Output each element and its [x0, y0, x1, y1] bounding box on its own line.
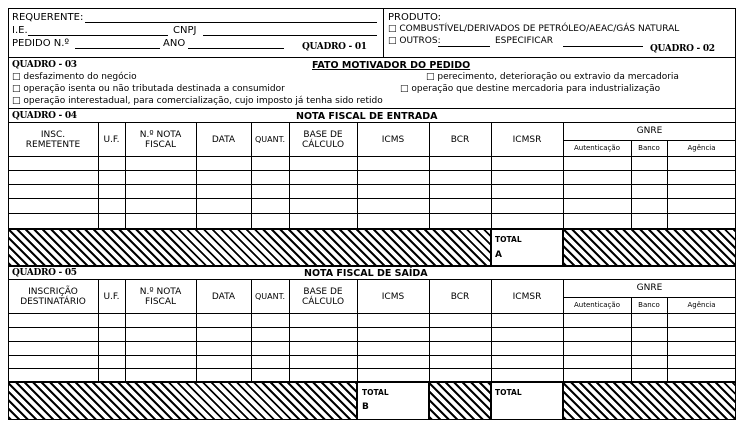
quadro-03-label: QUADRO - 03 — [12, 60, 77, 70]
gnre-column-divider — [667, 297, 668, 382]
col-uf: U.F. — [103, 291, 120, 302]
column-divider — [98, 280, 99, 382]
quadro-01-label: QUADRO - 01 — [302, 42, 367, 52]
saida-title: NOTA FISCAL DE SAÍDA — [304, 268, 428, 279]
ie-field[interactable] — [28, 35, 168, 36]
col-icms: ICMS — [381, 291, 405, 302]
col-bcr: BCR — [450, 291, 470, 302]
option-combustivel[interactable]: □ COMBUSTÍVEL/DERIVADOS DE PETRÓLEO/AEAC/GÁS NATURAL — [388, 24, 680, 34]
col-base-calculo: BASE DE CÁLCULO — [301, 129, 345, 150]
entrada-row-line — [8, 213, 736, 214]
ano-field[interactable] — [188, 48, 284, 49]
col-quant: QUANT. — [254, 134, 286, 144]
saida-row-line — [8, 327, 736, 328]
col-nota-fiscal: N.º NOTA FISCAL — [139, 129, 182, 150]
motivo-option[interactable]: □ desfazimento do negócio — [12, 72, 137, 82]
top-divider — [383, 8, 384, 57]
col-inscricao-destinatario: INSCRIÇÃO DESTINATÁRIO — [20, 286, 86, 307]
especificar-field[interactable] — [563, 46, 643, 47]
entrada-hatch-right — [563, 229, 736, 266]
col-agencia: Agência — [687, 301, 716, 309]
col-icmsr: ICMSR — [512, 134, 542, 145]
col-autenticacao: Autenticação — [574, 144, 620, 152]
gnre-column-divider — [631, 297, 632, 382]
entrada-row-line — [8, 184, 736, 185]
quadro-05-label: QUADRO - 05 — [12, 268, 77, 278]
top-bottom-line — [8, 57, 736, 58]
col-data: DATA — [211, 134, 236, 145]
ano-label: ANO — [163, 38, 186, 49]
col-quant: QUANT. — [254, 291, 286, 301]
saida-hatch-middle — [429, 382, 491, 420]
produto-label: PRODUTO: — [388, 12, 442, 23]
entrada-row-line — [8, 170, 736, 171]
col-bcr: BCR — [450, 134, 470, 145]
cnpj-label: CNPJ — [173, 25, 197, 36]
col-insc-remetente: INSC. REMETENTE — [25, 129, 81, 150]
saida-row-line — [8, 368, 736, 369]
col-gnre: GNRE — [636, 283, 663, 293]
especificar-label: ESPECIFICAR — [495, 36, 553, 46]
col-icmsr: ICMSR — [512, 291, 542, 302]
column-divider — [196, 280, 197, 382]
col-banco: Banco — [638, 301, 660, 309]
column-divider — [563, 280, 564, 382]
col-agencia: Agência — [687, 144, 716, 152]
outros-field[interactable] — [438, 46, 490, 47]
motivo-option[interactable]: □ operação isenta ou não tributada destinada a consumidor — [12, 84, 285, 94]
saida-row-line — [8, 341, 736, 342]
gnre-sub-line — [563, 297, 736, 298]
motivo-option[interactable]: □ perecimento, deterioração ou extravio da mercadoria — [426, 72, 679, 82]
requerente-field[interactable] — [85, 22, 377, 23]
col-nota-fiscal: N.º NOTA FISCAL — [139, 286, 182, 307]
column-divider — [125, 280, 126, 382]
quadro-02-label: QUADRO - 02 — [650, 44, 715, 54]
entrada-bottom-line — [8, 266, 736, 267]
saida-row-line — [8, 355, 736, 356]
option-outros[interactable]: □ OUTROS: — [388, 36, 441, 46]
saida-total-label: TOTAL — [362, 388, 389, 397]
col-icms: ICMS — [381, 134, 405, 145]
saida-total-letter: B — [362, 402, 369, 412]
col-data: DATA — [211, 291, 236, 302]
entrada-row-line — [8, 198, 736, 199]
motivo-title: FATO MOTIVADOR DO PEDIDO — [312, 60, 471, 71]
column-divider — [429, 280, 430, 382]
cnpj-field[interactable] — [203, 35, 377, 36]
pedido-field[interactable] — [75, 48, 160, 49]
saida-hatch-right — [563, 382, 736, 420]
column-divider — [491, 280, 492, 382]
col-autenticacao: Autenticação — [574, 301, 620, 309]
saida-header-line — [8, 313, 736, 314]
entrada-hatch-left — [8, 229, 491, 266]
motivo-option[interactable]: □ operação que destine mercadoria para industrialização — [400, 84, 661, 94]
saida-total-label-2: TOTAL — [495, 388, 522, 397]
motivo-option[interactable]: □ operação interestadual, para comercialização, cujo imposto já tenha sido retido — [12, 96, 383, 106]
requerente-label: REQUERENTE: — [12, 12, 84, 23]
quadro-04-label: QUADRO - 04 — [12, 111, 77, 121]
motivo-bottom-line — [8, 108, 736, 109]
entrada-total-letter: A — [495, 250, 502, 260]
column-divider — [357, 280, 358, 382]
column-divider — [251, 280, 252, 382]
col-uf: U.F. — [103, 134, 120, 145]
saida-hatch-left — [8, 382, 357, 420]
col-banco: Banco — [638, 144, 660, 152]
entrada-title: NOTA FISCAL DE ENTRADA — [296, 111, 438, 122]
col-gnre: GNRE — [636, 126, 663, 136]
ie-label: I.E. — [12, 25, 28, 36]
column-divider — [289, 280, 290, 382]
gnre-sub-line — [563, 140, 736, 141]
pedido-label: PEDIDO N.º — [12, 38, 70, 49]
entrada-header-line — [8, 156, 736, 157]
entrada-total-label: TOTAL — [495, 235, 522, 244]
col-base-calculo: BASE DE CÁLCULO — [301, 286, 345, 307]
